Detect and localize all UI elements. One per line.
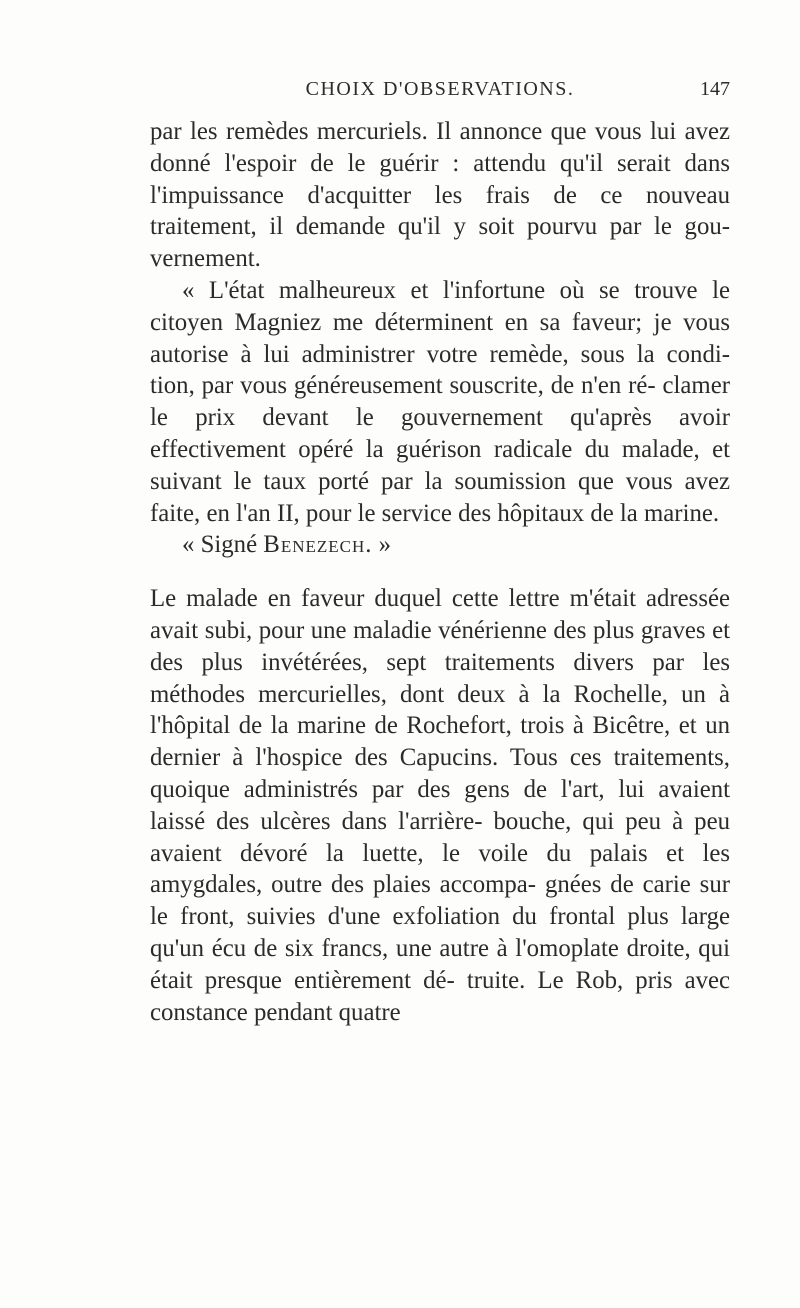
body-text bbox=[150, 116, 730, 1028]
running-title: CHOIX D'OBSERVATIONS. bbox=[305, 78, 575, 100]
signature-prefix: « Signé bbox=[182, 531, 258, 559]
signatory-name: Benezech. bbox=[263, 531, 373, 559]
paragraph-letter-quote: « L'état malheureux et l'infortune où se trouve le citoyen Magniez me déterminent en sa faveur; je vous autorise à lui administrer votre remède, sous la condi- tion, par vous généreusement souscrite, de n'en ré- clamer le prix devant le gouvernement qu'après avoir effectivement opéré la guérison radicale du malade, et suivant le taux porté par la soumission que vous avez faite, en l'an II, pour le service des hôpitaux de la marine. bbox=[150, 276, 730, 527]
page-number: 147 bbox=[700, 78, 730, 100]
letter-signature bbox=[150, 529, 730, 561]
signature-suffix: » bbox=[378, 531, 392, 559]
paragraph-request: par les remèdes mercuriels. Il annonce que vous lui avez donné l'espoir de le guérir : attendu qu'il serait dans l'impuissance d'acquitter les frais de ce nouveau traitement, il demande qu'il y soit pourvu par le gou- vernement. bbox=[150, 118, 730, 273]
running-head bbox=[150, 74, 730, 104]
paragraph-gap bbox=[150, 561, 730, 583]
paragraph-case-history: Le malade en faveur duquel cette lettre m'était adressée avait subi, pour une maladie vénérienne des plus graves et des plus invétérées, sept traitements divers par les méthodes mercurielles, dont deux à la Rochelle, un à l'hôpital de la marine de Rochefort, trois à Bicêtre, et un dernier à l'hospice des Capucins. Tous ces traitements, quoique administrés par des gens de l'art, lui avaient laissé des ulcères dans l'arrière- bouche, qui peu à peu avaient dévoré la luette, le voile du palais et les amygdales, outre des plaies accompa- gnées de carie sur le front, suivies d'une exfoliation du frontal plus large qu'un écu de six francs, une autre à l'omoplate droite, qui était presque entièrement dé- truite. Le Rob, pris avec constance pendant quatre bbox=[150, 585, 730, 1026]
